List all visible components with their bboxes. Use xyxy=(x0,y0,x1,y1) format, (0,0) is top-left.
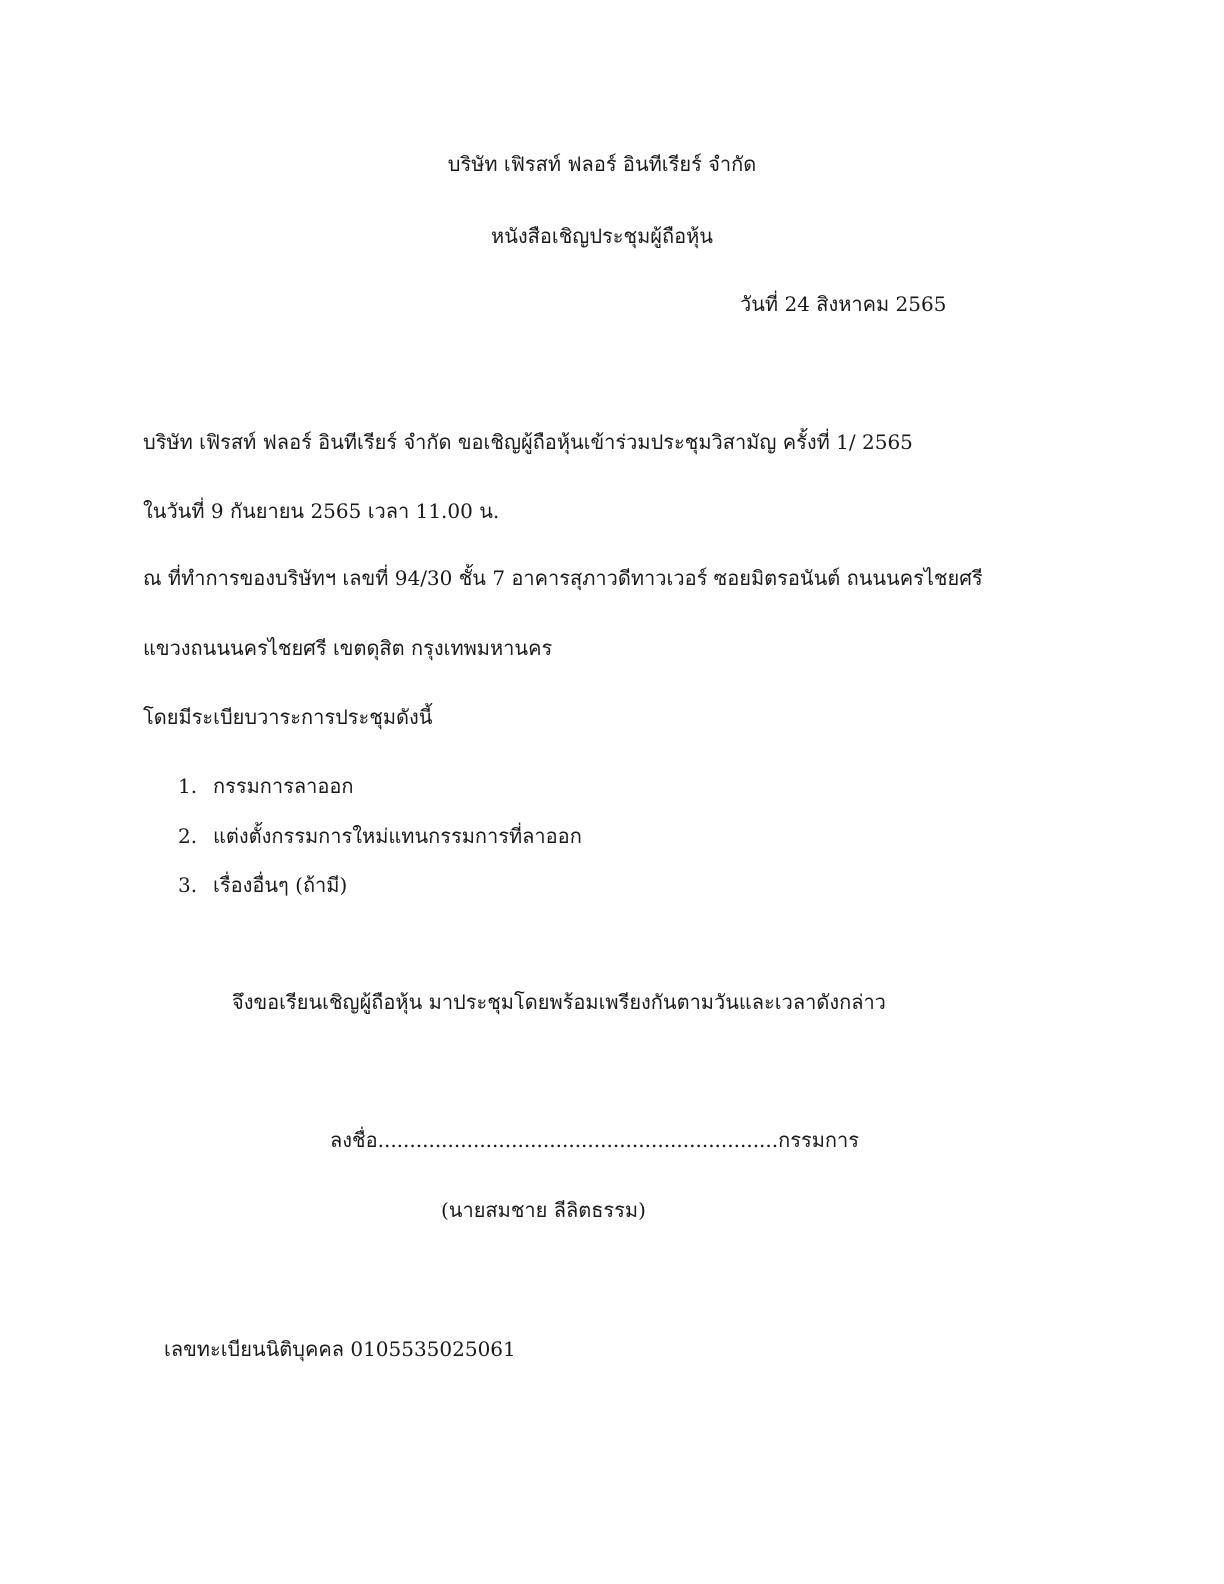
signer-name: (นายสมชาย ลีลิตธรรม) xyxy=(441,1198,646,1222)
company-name: บริษัท เฟิรสท์ ฟลอร์ อินทีเรียร์ จำกัด xyxy=(447,152,757,176)
document-date: วันที่ 24 สิงหาคม 2565 xyxy=(740,292,947,316)
agenda-text: เรื่องอื่นๆ (ถ้ามี) xyxy=(213,873,348,897)
document-title: หนังสือเชิญประชุมผู้ถือหุ้น xyxy=(491,224,713,248)
agenda-text: กรรมการลาออก xyxy=(213,774,354,798)
registration-number: เลขทะเบียนนิติบุคคล 0105535025061 xyxy=(164,1337,516,1361)
meeting-location-district: แขวงถนนนครไชยศรี เขตดุสิต กรุงเทพมหานคร xyxy=(143,636,553,660)
agenda-item xyxy=(178,822,582,850)
agenda-item xyxy=(178,871,347,899)
agenda-text: แต่งตั้งกรรมการใหม่แทนกรรมการที่ลาออก xyxy=(213,824,582,848)
signature-line: ลงชื่อ...............................................................กรรมการ xyxy=(330,1128,859,1152)
closing-statement: จึงขอเรียนเชิญผู้ถือหุ้น มาประชุมโดยพร้อมเพรียงกันตามวันและเวลาดังกล่าว xyxy=(232,990,886,1014)
agenda-item xyxy=(178,772,353,800)
agenda-number: 3. xyxy=(178,873,198,897)
agenda-intro: โดยมีระเบียบวาระการประชุมดังนี้ xyxy=(143,705,433,729)
meeting-datetime: ในวันที่ 9 กันยายน 2565 เวลา 11.00 น. xyxy=(143,499,500,523)
agenda-number: 2. xyxy=(178,824,198,848)
agenda-number: 1. xyxy=(178,774,198,798)
meeting-location: ณ ที่ทำการของบริษัทฯ เลขที่ 94/30 ชั้น 7 อาคารสุภาวดีทาวเวอร์ ซอยมิตรอนันต์ ถนนนครไชยศรี xyxy=(143,566,983,590)
invitation-line: บริษัท เฟิรสท์ ฟลอร์ อินทีเรียร์ จำกัด ขอเชิญผู้ถือหุ้นเข้าร่วมประชุมวิสามัญ ครั้งที่ 1/ 2565 xyxy=(143,430,913,454)
